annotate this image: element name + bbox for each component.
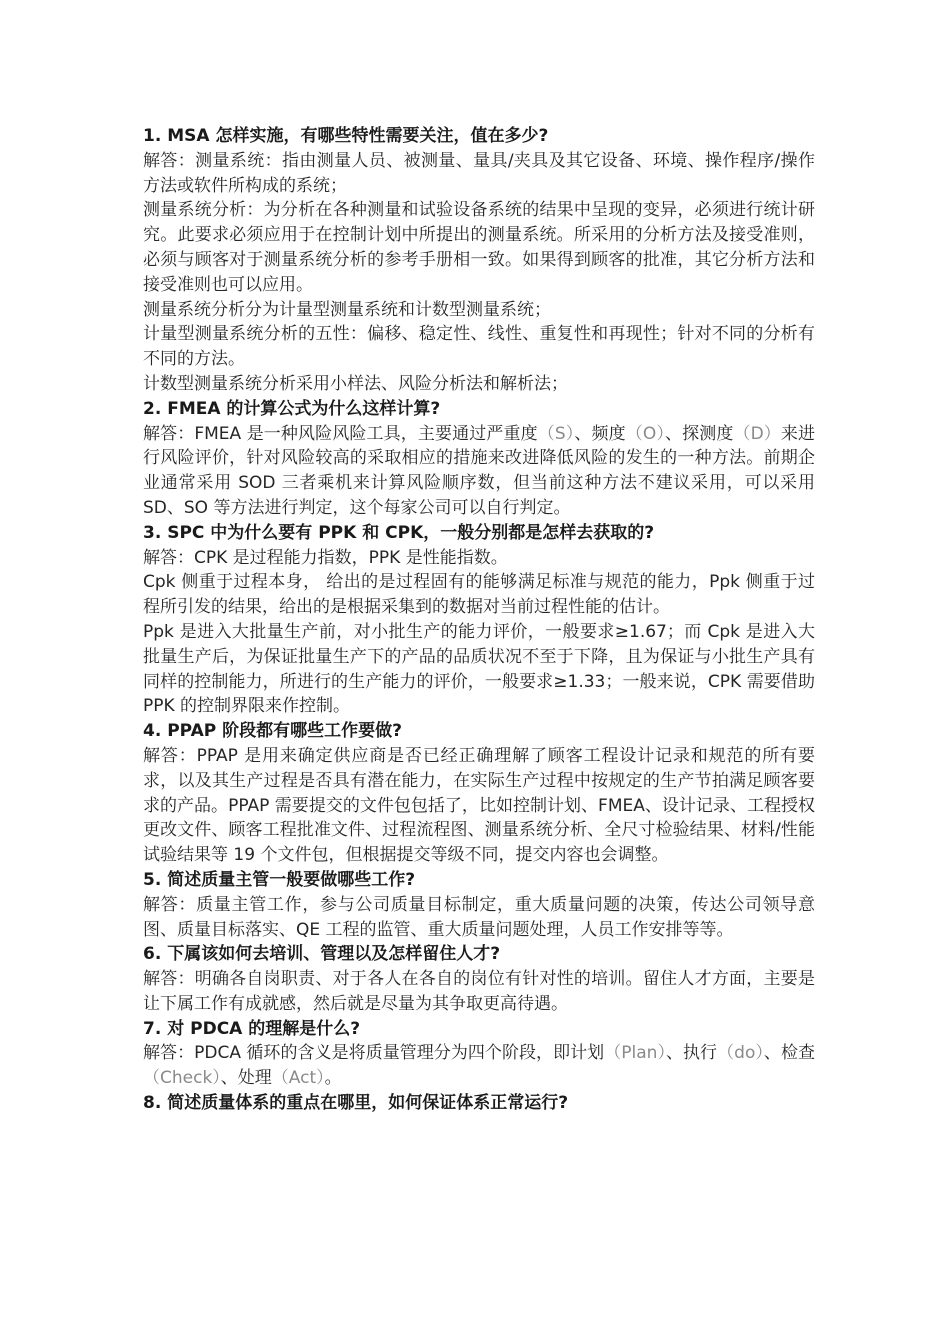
answer-7-text-5: 。 — [324, 1068, 342, 1089]
occurrence-marker: （O） — [625, 423, 665, 444]
severity-marker: （S） — [537, 423, 575, 444]
answer-7-text-4: 、处理 — [220, 1068, 272, 1089]
detection-marker: （D） — [733, 423, 781, 444]
answer-1-paragraph-3: 测量系统分析分为计量型测量系统和计数型测量系统； — [143, 299, 551, 320]
answer-7-text-3: 、检查 — [763, 1043, 815, 1064]
answer-2-text-3: 、探测度 — [664, 423, 734, 444]
question-4: 4. PPAP 阶段都有哪些工作要做? — [143, 721, 402, 742]
answer-1-paragraph-1: 解答：测量系统：指由测量人员、被测量、量具/夹具及其它设备、环境、操作程序/操作方法或软件所构成的系统； — [143, 150, 815, 196]
answer-1-paragraph-5: 计数型测量系统分析采用小样法、风险分析法和解析法； — [143, 373, 568, 394]
answer-4-paragraph-1: 解答：PPAP 是用来确定供应商是否已经正确理解了顾客工程设计记录和规范的所有要求，以及其生产过程是否具有潜在能力，在实际生产过程中按规定的生产节拍满足顾客要求的产品。PPAP 需要提交的文件包包括了，比如控制计划、FMEA、设计记录、工程授权更改文件、顾客工程批准文件、过程流程图、测量系统分析、全尺寸检验结果、材料/性能试验结果等 19 个文件包，但根据提交等级不同，提交内容也会调整。 — [143, 745, 815, 866]
do-marker: （do） — [717, 1043, 764, 1064]
answer-7-text-1: 解答：PDCA 循环的含义是将质量管理分为四个阶段，即计划 — [143, 1043, 605, 1064]
question-3: 3. SPC 中为什么要有 PPK 和 CPK，一般分别都是怎样去获取的? — [143, 522, 655, 543]
answer-2-text-2: 、频度 — [574, 423, 626, 444]
answer-3-paragraph-2: Cpk 侧重于过程本身， 给出的是过程固有的能够满足标准与规范的能力，Ppk 侧重于过程所引发的结果，给出的是根据采集到的数据对当前过程性能的估计。 — [143, 572, 815, 618]
question-8: 8. 简述质量体系的重点在哪里，如何保证体系正常运行? — [143, 1093, 569, 1114]
answer-6-paragraph-1: 解答：明确各自岗职责、对于各人在各自的岗位有针对性的培训。留住人才方面，主要是让下属工作有成就感，然后就是尽量为其争取更高待遇。 — [143, 969, 815, 1014]
check-marker: （Check） — [143, 1068, 221, 1089]
answer-3-paragraph-3: Ppk 是进入大批量生产前，对小批生产的能力评价，一般要求≥1.67；而 Cpk 是进入大批量生产后，为保证批量生产下的产品的品质状况不至于下降，且为保证与小批生产具有同样的控制能力，所进行的生产能力的评价，一般要求≥1.33；一般来说，CPK 需要借助 PPK 的控制界限来作控制。 — [143, 621, 815, 717]
act-marker: （Act） — [271, 1068, 325, 1089]
plan-marker: （Plan） — [604, 1043, 666, 1064]
answer-3-paragraph-1: 解答：CPK 是过程能力指数，PPK 是性能指数。 — [143, 547, 508, 568]
question-1: 1. MSA 怎样实施，有哪些特性需要关注，值在多少? — [143, 126, 549, 146]
question-7: 7. 对 PDCA 的理解是什么? — [143, 1018, 361, 1039]
answer-1-paragraph-2: 测量系统分析：为分析在各种测量和试验设备系统的结果中呈现的变异，必须进行统计研究。此要求必须应用于在控制计划中所提出的测量系统。所采用的分析方法及接受准则，必须与顾客对于测量系统分析的参考手册相一致。如果得到顾客的批准，其它分析方法和接受准则也可以应用。 — [143, 200, 815, 295]
answer-1-paragraph-4: 计量型测量系统分析的五性：偏移、稳定性、线性、重复性和再现性；针对不同的分析有不同的方法。 — [143, 324, 815, 370]
question-2: 2. FMEA 的计算公式为什么这样计算? — [143, 398, 441, 419]
answer-5-paragraph-1: 解答：质量主管工作，参与公司质量目标制定，重大质量问题的决策，传达公司领导意图、质量目标落实、QE 工程的监管、重大质量问题处理，人员工作安排等等。 — [143, 894, 815, 940]
document-page — [143, 124, 815, 1116]
answer-7-paragraph-1 — [143, 1041, 815, 1091]
answer-7-text-2: 、执行 — [665, 1043, 718, 1064]
answer-2-text-4: 来进行风险评价，针对风险较高的采取相应的措施来改进降低风险的发生的一种方法。前期企业通常采用 SOD 三者乘机来计算风险顺序数，但当前这种方法不建议采用，可以采用 SD、SO 等方法进行判定，这个每家公司可以自行判定。 — [143, 423, 816, 518]
question-5: 5. 简述质量主管一般要做哪些工作? — [143, 869, 416, 890]
question-6: 6. 下属该如何去培训、管理以及怎样留住人才? — [143, 944, 501, 965]
answer-2-text-1: 解答：FMEA 是一种风险风险工具，主要通过严重度 — [143, 423, 538, 444]
answer-2-paragraph-1 — [143, 422, 815, 521]
